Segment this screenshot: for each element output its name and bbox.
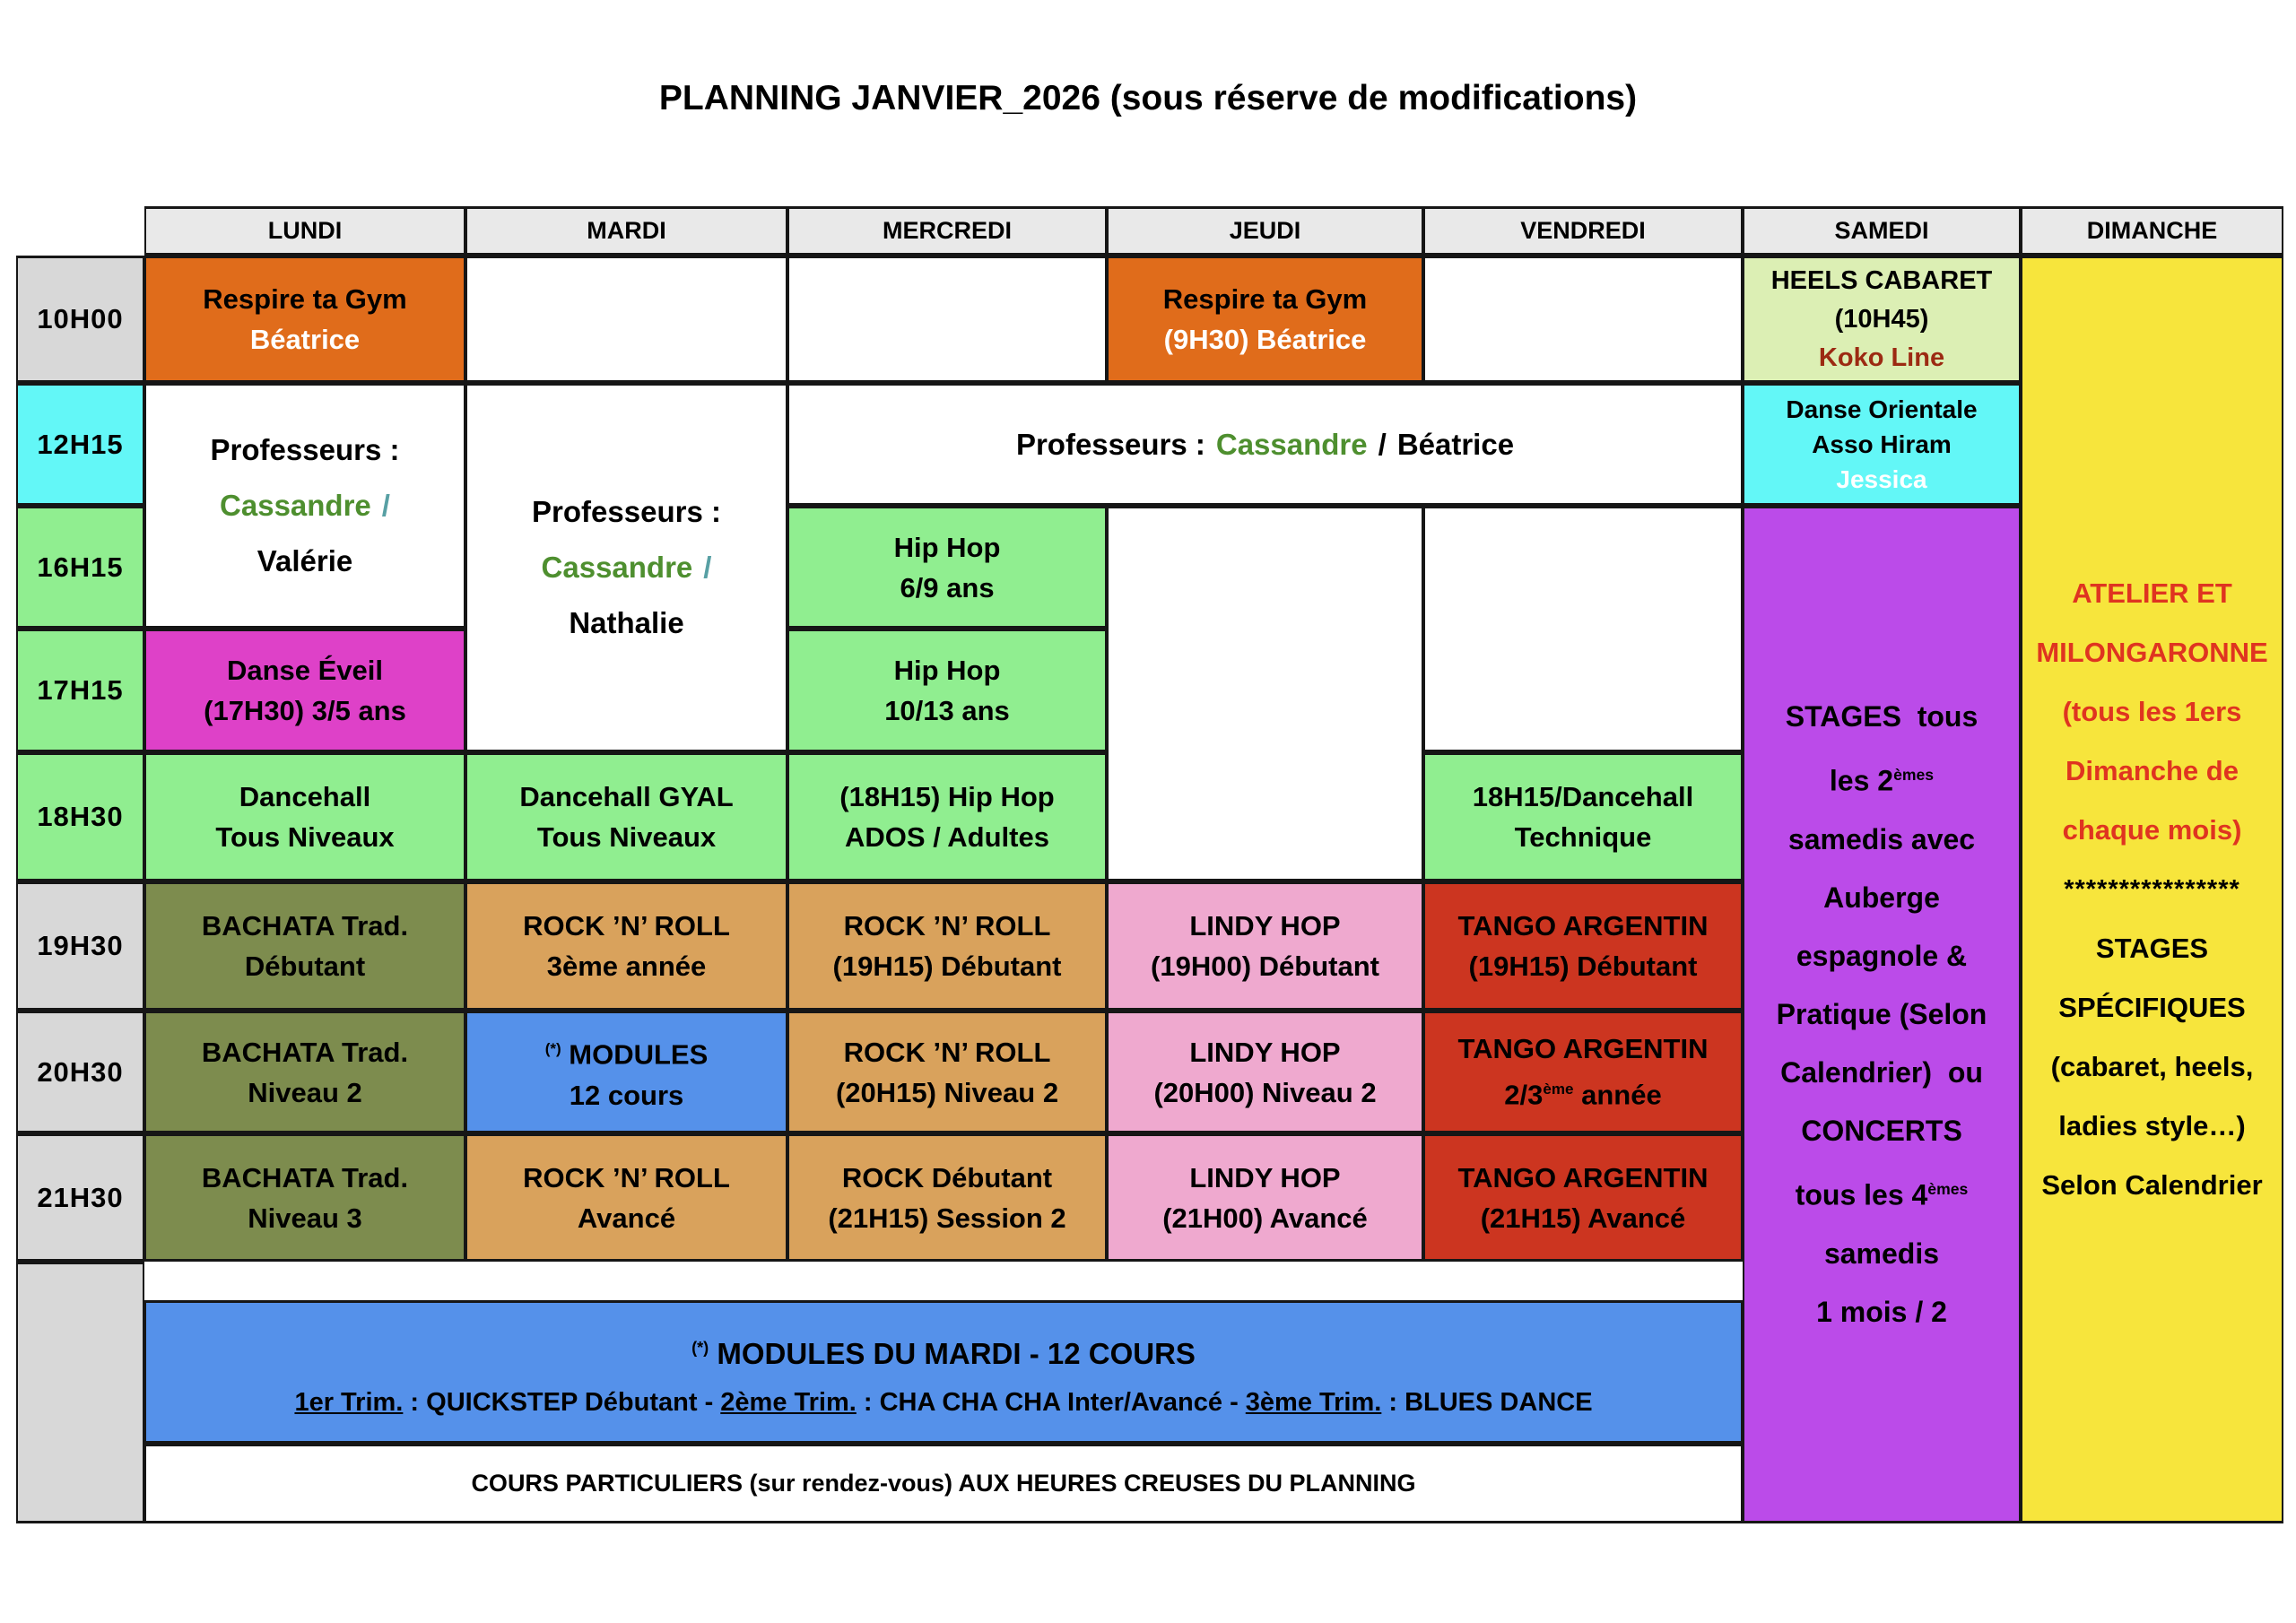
cell-lundi-professeurs <box>144 383 465 629</box>
time-label: 21H30 <box>37 1181 124 1213</box>
class-level: Niveau 3 <box>248 1202 362 1234</box>
cell-vendredi-16h15-17h15-empty <box>1423 506 1743 752</box>
atelier-note: chaque mois) <box>2062 814 2242 846</box>
class-name: Dancehall GYAL <box>519 781 734 812</box>
separator-stars: **************** <box>2064 875 2240 904</box>
ordinal-suffix: ème <box>1543 1081 1574 1098</box>
cell-jeudi-20h30 <box>1107 1011 1423 1133</box>
time-footer-blank <box>16 1262 144 1523</box>
class-level: 3ème année <box>546 950 707 982</box>
stages-note: samedis avec <box>1787 823 1976 855</box>
cell-mercredi-10h00-empty <box>787 256 1107 383</box>
class-name: Hip Hop <box>893 655 1001 686</box>
time-21h30 <box>16 1133 144 1262</box>
professor-name: Cassandre <box>1215 428 1368 461</box>
day-header-label: SAMEDI <box>1834 217 1929 244</box>
cell-mardi-10h00-empty <box>465 256 787 383</box>
teacher-name: Koko Line <box>1818 343 1945 372</box>
association-name: Asso Hiram <box>1812 430 1952 458</box>
cell-mer-jeu-ven-professeurs <box>787 383 1743 506</box>
cell-vendredi-20h30 <box>1423 1011 1743 1133</box>
time-16h15 <box>16 506 144 629</box>
atelier-note: Dimanche de <box>2066 755 2239 786</box>
stages-note: Selon Calendrier <box>2041 1169 2263 1201</box>
cell-jeudi-21h30 <box>1107 1133 1423 1262</box>
professor-name: Béatrice <box>1396 428 1515 461</box>
professor-name: Nathalie <box>569 606 684 639</box>
time-label: 20H30 <box>37 1055 124 1088</box>
spacer-row <box>146 1264 1741 1300</box>
class-name: LINDY HOP <box>1189 910 1341 942</box>
stages-note: STAGES tous <box>1785 700 1979 733</box>
stages-note: samedis <box>1823 1237 1940 1270</box>
time-label: 18H30 <box>37 801 124 832</box>
day-header-label: MARDI <box>587 217 666 244</box>
class-level: (19H00) Débutant <box>1151 950 1379 982</box>
separator-slash: / <box>703 551 712 584</box>
class-name: LINDY HOP <box>1189 1161 1341 1193</box>
class-level: 6/9 ans <box>900 571 995 603</box>
class-name: TANGO ARGENTIN <box>1457 910 1709 942</box>
professors-label: Professeurs : <box>210 433 400 466</box>
cell-lundi-18h30 <box>144 752 465 881</box>
class-name: BACHATA Trad. <box>201 1036 409 1068</box>
day-header-mardi <box>465 206 787 256</box>
class-name: (18H15) Hip Hop <box>839 781 1055 812</box>
trimester-label: 2ème Trim. <box>720 1387 857 1417</box>
time-10h00 <box>16 256 144 383</box>
cell-lundi-21h30 <box>144 1133 465 1262</box>
cell-samedi-12h15 <box>1743 383 2021 506</box>
stages-note: espagnole & <box>1796 940 1968 972</box>
stages-note: ladies style…) <box>2058 1110 2246 1141</box>
class-level: (19H15) Débutant <box>1468 950 1698 982</box>
atelier-note: MILONGARONNE <box>2036 637 2268 668</box>
stages-note: (cabaret, heels, <box>2050 1051 2254 1082</box>
class-level: (19H15) Débutant <box>832 950 1062 982</box>
class-level: année <box>1573 1079 1662 1111</box>
professor-name: Cassandre <box>220 489 371 522</box>
cell-mercredi-19h30 <box>787 881 1107 1011</box>
class-level: (17H30) 3/5 ans <box>204 695 406 726</box>
cell-vendredi-18h30 <box>1423 752 1743 881</box>
class-name: HEELS CABARET <box>1770 265 1993 295</box>
class-name: Dancehall <box>239 781 371 812</box>
day-header-label: MERCREDI <box>882 217 1012 244</box>
day-header-vendredi <box>1423 206 1743 256</box>
class-name: 18H15/Dancehall <box>1472 781 1694 812</box>
class-name: ROCK ’N’ ROLL <box>843 1036 1051 1068</box>
teacher-name: Béatrice <box>249 324 361 355</box>
class-name: TANGO ARGENTIN <box>1457 1033 1709 1065</box>
class-name: LINDY HOP <box>1189 1036 1341 1068</box>
cell-vendredi-21h30 <box>1423 1133 1743 1262</box>
time-label: 12H15 <box>37 428 124 460</box>
trimester-label: 3ème Trim. <box>1245 1387 1382 1417</box>
day-header-jeudi <box>1107 206 1423 256</box>
class-level: (20H00) Niveau 2 <box>1153 1076 1377 1108</box>
ordinal-suffix: èmes <box>1927 1180 1969 1198</box>
class-name: ROCK Débutant <box>841 1161 1053 1193</box>
class-level: (21H00) Avancé <box>1162 1202 1368 1234</box>
class-level: Avancé <box>577 1202 676 1234</box>
cell-lundi-17h15 <box>144 629 465 752</box>
professor-name: Cassandre <box>541 551 693 584</box>
class-level: Tous Niveaux <box>215 821 395 853</box>
class-name: MODULES <box>561 1038 709 1071</box>
day-header-label: LUNDI <box>267 217 343 244</box>
time-17h15 <box>16 629 144 752</box>
day-header-samedi <box>1743 206 2021 256</box>
class-level: 2/3 <box>1504 1079 1544 1111</box>
banner-title: MODULES DU MARDI - 12 COURS <box>709 1336 1196 1370</box>
cell-lundi-19h30 <box>144 881 465 1011</box>
day-header-mercredi <box>787 206 1107 256</box>
day-header-label: JEUDI <box>1229 217 1301 244</box>
class-name: Respire ta Gym <box>1162 283 1368 315</box>
class-name: ROCK ’N’ ROLL <box>523 1161 730 1193</box>
cell-mardi-20h30-modules <box>465 1011 787 1133</box>
day-header-label: DIMANCHE <box>2086 217 2218 244</box>
cell-mardi-professeurs <box>465 383 787 752</box>
page-title: PLANNING JANVIER_2026 (sous réserve de modifications) <box>658 79 1638 117</box>
cell-samedi-stages-block <box>1743 506 2021 1523</box>
time-19h30 <box>16 881 144 1011</box>
class-level: 12 cours <box>569 1079 684 1111</box>
cell-jeudi-10h00 <box>1107 256 1423 383</box>
stages-note: 1 mois / 2 <box>1816 1295 1947 1328</box>
stages-note: SPÉCIFIQUES <box>2058 992 2246 1023</box>
stages-note: tous les 4 <box>1795 1178 1928 1211</box>
class-level: Tous Niveaux <box>536 821 717 853</box>
cell-lundi-10h00 <box>144 256 465 383</box>
private-lessons-note <box>144 1444 1743 1523</box>
cell-mercredi-17h15 <box>787 629 1107 752</box>
teacher-name: (9H30) Béatrice <box>1163 324 1367 355</box>
class-level: ADOS / Adultes <box>845 821 1049 853</box>
class-name: TANGO ARGENTIN <box>1457 1161 1709 1193</box>
cell-mercredi-21h30 <box>787 1133 1107 1262</box>
time-label: 10H00 <box>37 303 124 334</box>
cell-mardi-21h30 <box>465 1133 787 1262</box>
note-text: COURS PARTICULIERS (sur rendez-vous) AUX HEURES CREUSES DU PLANNING <box>471 1470 1416 1497</box>
cell-samedi-10h00 <box>1743 256 2021 383</box>
trimester-course: : BLUES DANCE <box>1381 1387 1593 1417</box>
class-name: Danse Orientale <box>1786 395 1978 423</box>
class-name: Danse Éveil <box>226 655 384 686</box>
class-level: 10/13 ans <box>884 695 1010 726</box>
separator-slash: / <box>1378 428 1387 461</box>
cell-mardi-18h30 <box>465 752 787 881</box>
stages-note: les 2 <box>1829 765 1894 797</box>
class-name: Respire ta Gym <box>203 283 407 315</box>
time-label: 16H15 <box>37 551 124 583</box>
class-level: (21H15) Session 2 <box>828 1202 1066 1234</box>
professors-label: Professeurs : <box>1015 428 1205 461</box>
cell-mardi-19h30 <box>465 881 787 1011</box>
atelier-note: (tous les 1ers <box>2062 696 2242 727</box>
cell-mercredi-20h30 <box>787 1011 1107 1133</box>
day-header-dimanche <box>2021 206 2283 256</box>
time-label: 19H30 <box>37 930 124 961</box>
class-level: Débutant <box>244 950 366 982</box>
class-level: (20H15) Niveau 2 <box>835 1076 1059 1108</box>
stages-note: Pratique (Selon <box>1776 998 1987 1030</box>
cell-jeudi-19h30 <box>1107 881 1423 1011</box>
day-header-label: VENDREDI <box>1520 217 1646 244</box>
class-name: Hip Hop <box>893 531 1001 563</box>
class-name: BACHATA Trad. <box>201 1161 409 1193</box>
class-time: (10H45) <box>1834 304 1929 334</box>
footnote-marker: (*) <box>544 1040 561 1058</box>
cell-jeudi-16h15-18h30-empty <box>1107 506 1423 881</box>
class-level: Niveau 2 <box>248 1076 362 1108</box>
class-name: ROCK ’N’ ROLL <box>523 910 730 942</box>
class-level: Technique <box>1514 821 1652 853</box>
stages-note: CONCERTS <box>1801 1115 1962 1147</box>
stages-note: STAGES <box>2095 933 2209 964</box>
time-20h30 <box>16 1011 144 1133</box>
cell-vendredi-10h00-empty <box>1423 256 1743 383</box>
teacher-name: Jessica <box>1836 465 1927 493</box>
footnote-marker: (*) <box>691 1338 709 1357</box>
atelier-note: ATELIER ET <box>2072 577 2232 609</box>
cell-mercredi-18h30 <box>787 752 1107 881</box>
professor-name: Valérie <box>257 544 353 577</box>
ordinal-suffix: èmes <box>1893 766 1935 785</box>
modules-banner <box>144 1300 1743 1444</box>
time-12h15 <box>16 383 144 506</box>
class-name: ROCK ’N’ ROLL <box>843 910 1051 942</box>
stages-note: Auberge <box>1823 881 1940 914</box>
class-level: (21H15) Avancé <box>1480 1202 1686 1234</box>
separator-slash: / <box>381 489 390 522</box>
trimester-course: : CHA CHA CHA Inter/Avancé - <box>856 1387 1246 1417</box>
class-name: BACHATA Trad. <box>201 910 409 942</box>
cell-mercredi-16h15 <box>787 506 1107 629</box>
cell-lundi-20h30 <box>144 1011 465 1133</box>
cell-dimanche-block <box>2021 256 2283 1523</box>
time-18h30 <box>16 752 144 881</box>
trimester-label: 1er Trim. <box>294 1387 404 1417</box>
cell-vendredi-19h30 <box>1423 881 1743 1011</box>
trimester-course: : QUICKSTEP Débutant - <box>403 1387 721 1417</box>
professors-label: Professeurs : <box>532 495 721 528</box>
stages-note: Calendrier) ou <box>1780 1056 1983 1089</box>
time-label: 17H15 <box>37 674 124 706</box>
day-header-lundi <box>144 206 465 256</box>
